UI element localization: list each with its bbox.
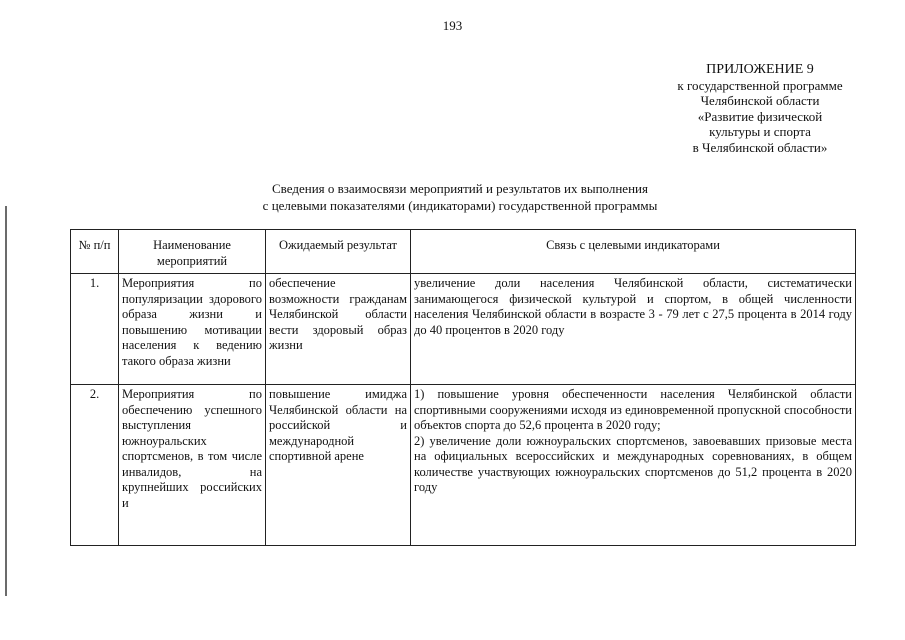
document-title-line-2: с целевыми показателями (индикаторами) государственной программы — [262, 197, 658, 213]
table-row — [71, 385, 856, 546]
indicators-cell — [411, 385, 856, 546]
document-title-line-1: Сведения о взаимосвязи мероприятий и результатов их выполнения — [272, 181, 648, 196]
appendix-line: к государственной программе — [677, 77, 843, 93]
expected-result-cell: повышение имиджа Челябинской области на российской и международной спортивной арене — [266, 385, 411, 546]
indicator-text: 1) повышение уровня обеспеченности населения Челябинской области спортивными сооружениями исходя из единовременной пропускной способности объектов спорта до 52,6 процента в 2020 году; — [414, 387, 852, 432]
appendix-line: Челябинской области — [700, 93, 820, 109]
appendix-title: ПРИЛОЖЕНИЕ 9 — [706, 62, 814, 77]
appendix-line: в Челябинской области» — [692, 139, 828, 155]
document-title — [150, 181, 770, 214]
indicator-text: 2) увеличение доли южноуральских спортсменов, завоевавших призовые места на официальных всероссийских и международных соревнованиях, в общем количестве участвующих южноуральских спортсменов до 51,2 процента в 2020 году — [414, 433, 852, 494]
header-number: № п/п — [71, 230, 119, 274]
row-number: 1. — [71, 274, 119, 385]
header-event-name: Наименование мероприятий — [119, 230, 266, 274]
table-row — [71, 274, 856, 385]
header-expected-result: Ожидаемый результат — [266, 230, 411, 274]
indicators-cell — [411, 274, 856, 385]
row-number: 2. — [71, 385, 119, 546]
header-indicators: Связь с целевыми индикаторами — [411, 230, 856, 274]
table-header-row — [71, 230, 856, 274]
event-name-cell: Мероприятия по популяризации здорового образа жизни и повышению мотивации населения к ведению такого образа жизни — [119, 274, 266, 385]
page-number: 193 — [442, 18, 463, 33]
event-name-cell: Мероприятия по обеспечению успешного выступления южноуральских спортсменов, в том числе инвалидов, на крупнейших российских и — [119, 385, 266, 546]
events-table — [70, 229, 856, 546]
appendix-line: культуры и спорта — [709, 124, 811, 140]
appendix-block — [620, 62, 900, 156]
expected-result-cell: обеспечение возможности гражданам Челябинской области вести здоровый образ жизни — [266, 274, 411, 385]
appendix-line: «Развитие физической — [697, 108, 823, 124]
indicator-text: увеличение доли населения Челябинской области, систематически занимающегося физической культурой и спортом, в общей численности населения Челябинской области в возрасте 3 - 79 лет с 27,5 процента в 2014 году до 40 процентов в 2020 году — [414, 276, 852, 337]
scan-edge-line — [5, 206, 7, 596]
